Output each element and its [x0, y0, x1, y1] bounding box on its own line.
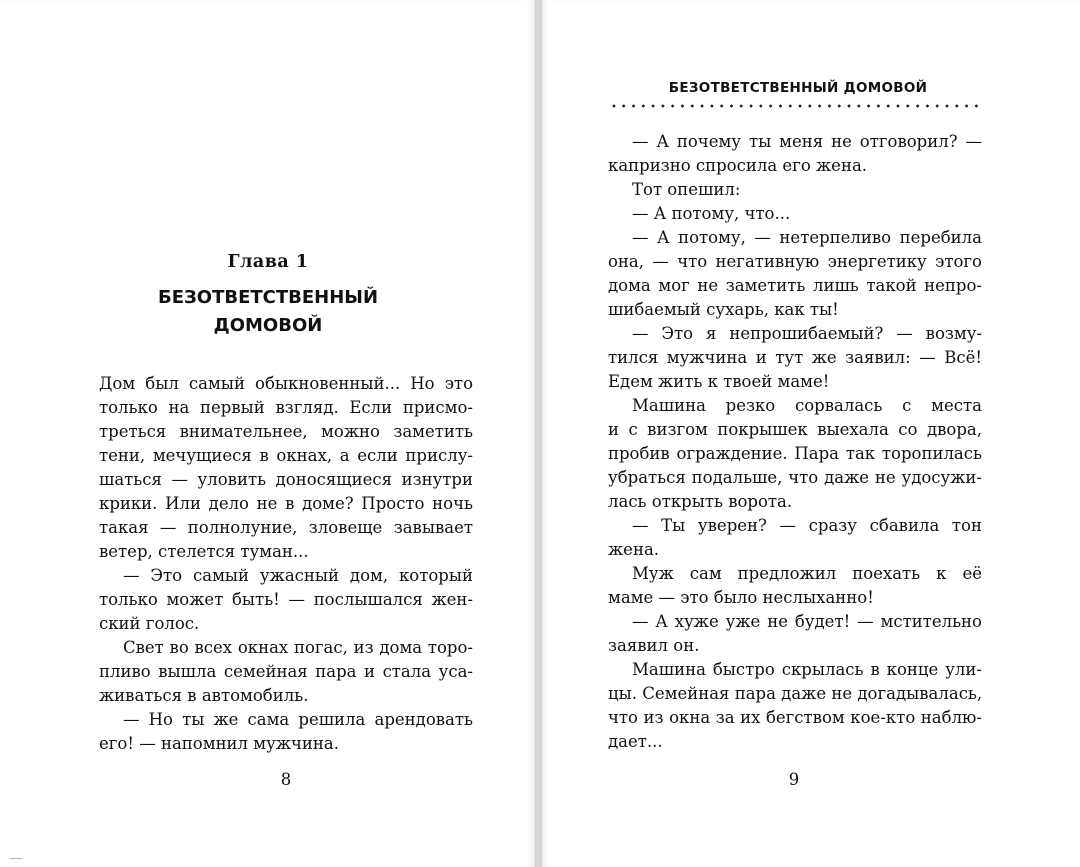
text-line: маме — это было неслыханно! [608, 588, 874, 607]
right-page-text [608, 130, 982, 754]
text-line: Муж сам предложил поехать к её [632, 564, 982, 583]
text-line: — А потому, что... [632, 204, 791, 223]
text-line: — Но ты же сама решила арендовать [123, 710, 473, 729]
text-line: его! — напомнил мужчина. [99, 734, 339, 753]
text-line: тени, мечущиеся в окнах, а если прислу- [99, 446, 473, 465]
text-line: заявил он. [608, 636, 700, 655]
text-line: она, — что негативную энергетику этого [608, 252, 982, 271]
text-line: шаться — уловить доносящиеся изнутри [99, 470, 473, 489]
text-line: только на первый взгляд. Если присмо- [99, 398, 473, 417]
text-line: — А почему ты меня не отговорил? — [632, 132, 982, 151]
text-line: Тот опешил: [632, 180, 741, 199]
running-head: БЕЗОТВЕТСТВЕННЫЙ ДОМОВОЙ [668, 80, 928, 96]
text-line: Дом был самый обыкновенный... Но это [99, 374, 473, 393]
text-line: шибаемый сухарь, как ты! [608, 300, 839, 319]
chapter-title: БЕЗОТВЕТСТВЕННЫЙ ДОМОВОЙ [157, 287, 379, 336]
text-line: ский голос. [99, 614, 200, 633]
text-line: ветер, стелется туман... [99, 542, 309, 561]
text-line: треться внимательнее, можно заметить [99, 422, 473, 441]
text-line: — А хуже уже не будет! — мстительно [632, 612, 982, 631]
text-line: Машина быстро скрылась в конце ули- [632, 660, 982, 679]
text-line: Машина резко сорвалась с места [632, 396, 982, 415]
text-line: тился мужчина и тут же заявил: — Всё! [608, 348, 982, 367]
text-line: жена. [608, 540, 660, 559]
text-line: — А потому, — нетерпеливо перебила [632, 228, 982, 247]
text-line: цы. Семейная пара даже не догадывалась, [608, 684, 983, 703]
text-line: только может быть! — послышался жен- [99, 590, 473, 609]
page-number: 8 [280, 770, 292, 789]
chapter-label: Глава 1 [227, 252, 309, 272]
text-line: капризно спросила его жена. [608, 156, 868, 175]
corner-mark [10, 858, 22, 859]
text-line: живаться в автомобиль. [99, 686, 309, 705]
text-line: убраться подальше, что даже не удосужи- [608, 468, 982, 487]
text-line: дает... [608, 732, 663, 751]
text-line: пробив ограждение. Пара так торопилась [608, 444, 982, 463]
dotted-rule [609, 104, 983, 108]
text-line: — Ты уверен? — сразу сбавила тон [632, 516, 982, 535]
left-page [0, 0, 536, 867]
text-line: пливо вышла семейная пара и стала уса- [99, 662, 473, 681]
text-line: крики. Или дело не в доме? Просто ночь [99, 494, 473, 513]
text-line: такая — полнолуние, зловеще завывает [99, 518, 473, 537]
text-line: Едем жить к твоей маме! [608, 372, 830, 391]
text-line: и с визгом покрышек выехала со двора, [608, 420, 982, 439]
page-number: 9 [788, 770, 800, 789]
text-line: Свет во всех окнах погас, из дома торо- [123, 638, 473, 657]
left-page-text [99, 372, 473, 756]
text-line: дома мог не заметить лишь такой непро- [608, 276, 982, 295]
text-line: — Это самый ужасный дом, который [123, 566, 473, 585]
text-line: — Это я непрошибаемый? — возму- [632, 324, 982, 343]
text-line: лась открыть ворота. [608, 492, 793, 511]
text-line: что из окна за их бегством кое-кто наблю- [608, 708, 982, 727]
